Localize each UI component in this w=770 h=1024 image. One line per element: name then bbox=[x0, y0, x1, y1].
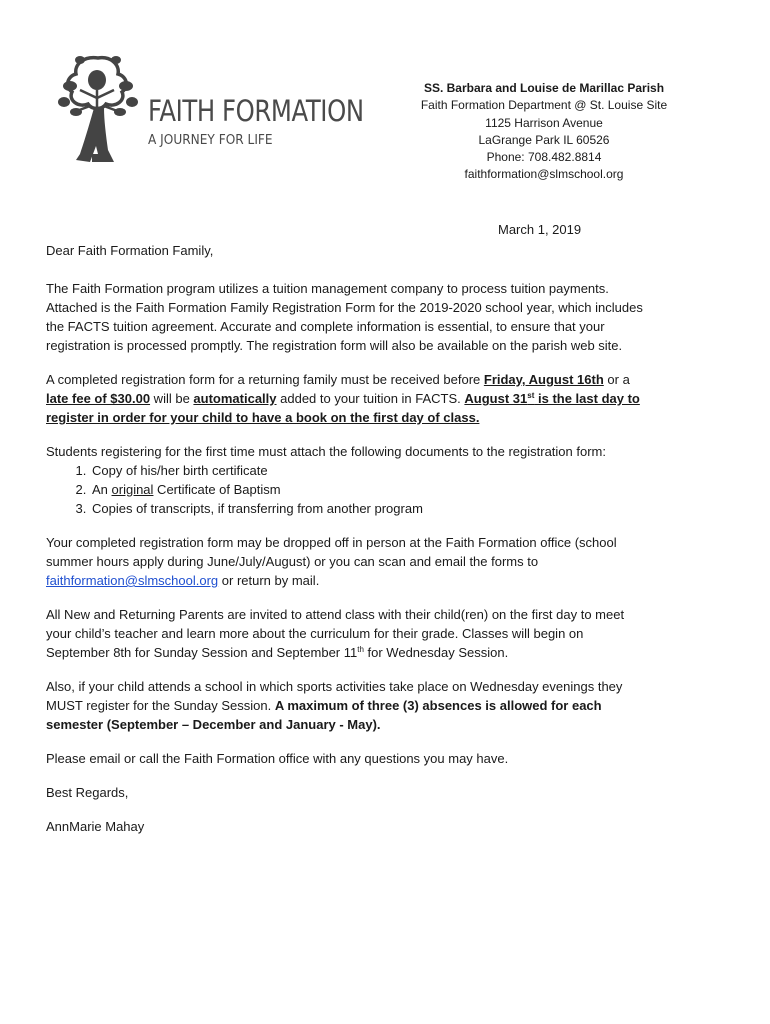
logo-tagline: A JOURNEY FOR LIFE bbox=[148, 132, 273, 148]
doc-2-prefix: An bbox=[92, 482, 112, 497]
last-day-date: August 31 bbox=[464, 391, 528, 406]
parish-name: SS. Barbara and Louise de Marillac Parish bbox=[423, 81, 665, 95]
late-fee: late fee of $30.00 bbox=[46, 391, 151, 406]
list-item: 1. Copy of his/her birth certificate bbox=[90, 461, 646, 480]
first-day-suffix: th bbox=[357, 645, 364, 654]
tree-of-life-icon bbox=[50, 50, 150, 168]
signature: AnnMarie Mahay bbox=[46, 819, 145, 834]
absence-policy: A maximum of three (3) absences is allowed for each semester (September – December and January - May). bbox=[46, 698, 602, 732]
last-day-suffix: st bbox=[527, 391, 535, 400]
list-item bbox=[90, 480, 646, 499]
paragraph-sports bbox=[46, 677, 646, 734]
parish-address-block bbox=[400, 80, 688, 184]
department-line: Faith Formation Department @ St. Louise Site bbox=[420, 98, 668, 113]
city-line: LaGrange Park IL 60526 bbox=[478, 132, 610, 147]
paragraph-first-day bbox=[46, 605, 646, 662]
paragraph-deadline bbox=[46, 370, 646, 427]
paragraph-contact: Please email or call the Faith Formation office with any questions you may have. bbox=[46, 751, 509, 766]
deadline-text-2: or a bbox=[603, 372, 630, 387]
automatically-word: automatically bbox=[193, 391, 277, 406]
submission-text: Your completed registration form may be dropped off in person at the Faith Formation office (school summer hours apply during June/July/August) or you can scan and email the forms to bbox=[46, 535, 617, 569]
paragraph-tuition: The Faith Formation program utilizes a tuition management company to process tuition payments. Attached is the Faith Formation Family Registration Form for the 2019-2020 school year, which includes the FACTS tuition agreement. Accurate and complete information is essential, to ensure that your registration is processed promptly. The registration form will also be available on the parish web site. bbox=[46, 281, 643, 353]
closing: Best Regards, bbox=[46, 785, 129, 800]
letter-date: March 1, 2019 bbox=[498, 222, 582, 237]
email-link[interactable]: faithformation@slmschool.org bbox=[46, 573, 219, 588]
submission-tail: or return by mail. bbox=[218, 573, 320, 588]
required-documents-list bbox=[46, 461, 646, 518]
street-line: 1125 Harrison Avenue bbox=[485, 115, 603, 130]
doc-2-suffix: Certificate of Baptism bbox=[153, 482, 281, 497]
deadline-date: Friday, August 16th bbox=[483, 372, 604, 387]
deadline-text-4: added to your tuition in FACTS. bbox=[276, 391, 465, 406]
faith-formation-logo bbox=[40, 50, 364, 168]
first-day-tail: for Wednesday Session. bbox=[363, 645, 509, 660]
logo-title: FAITH FORMATION bbox=[148, 94, 364, 128]
deadline-text-3: will be bbox=[150, 391, 194, 406]
list-item: 3. Copies of transcripts, if transferring from another program bbox=[90, 499, 646, 518]
doc-2-original: original bbox=[111, 482, 154, 497]
letter-body bbox=[46, 241, 646, 836]
sports-text: Also, if your child attends a school in which sports activities take place on Wednesday evenings they MUST register for the Sunday Session. bbox=[46, 679, 623, 713]
paragraph-submission bbox=[46, 533, 646, 590]
first-day-text: All New and Returning Parents are invited to attend class with their child(ren) on the first day to meet your child’s teacher and learn more about the curriculum for their grade. Classes will begin on September 8th for Sunday Session and September 11 bbox=[46, 607, 625, 660]
deadline-text-1: A completed registration form for a returning family must be received before bbox=[46, 372, 484, 387]
paragraph-first-time: Students registering for the first time must attach the following documents to the registration form: bbox=[46, 444, 606, 459]
phone-line: Phone: 708.482.8814 bbox=[486, 150, 602, 165]
email-line: faithformation@slmschool.org bbox=[464, 167, 624, 182]
greeting: Dear Faith Formation Family, bbox=[46, 243, 214, 258]
last-day-text: is the last day to register in order for your child to have a book on the first day of class. bbox=[46, 391, 640, 425]
